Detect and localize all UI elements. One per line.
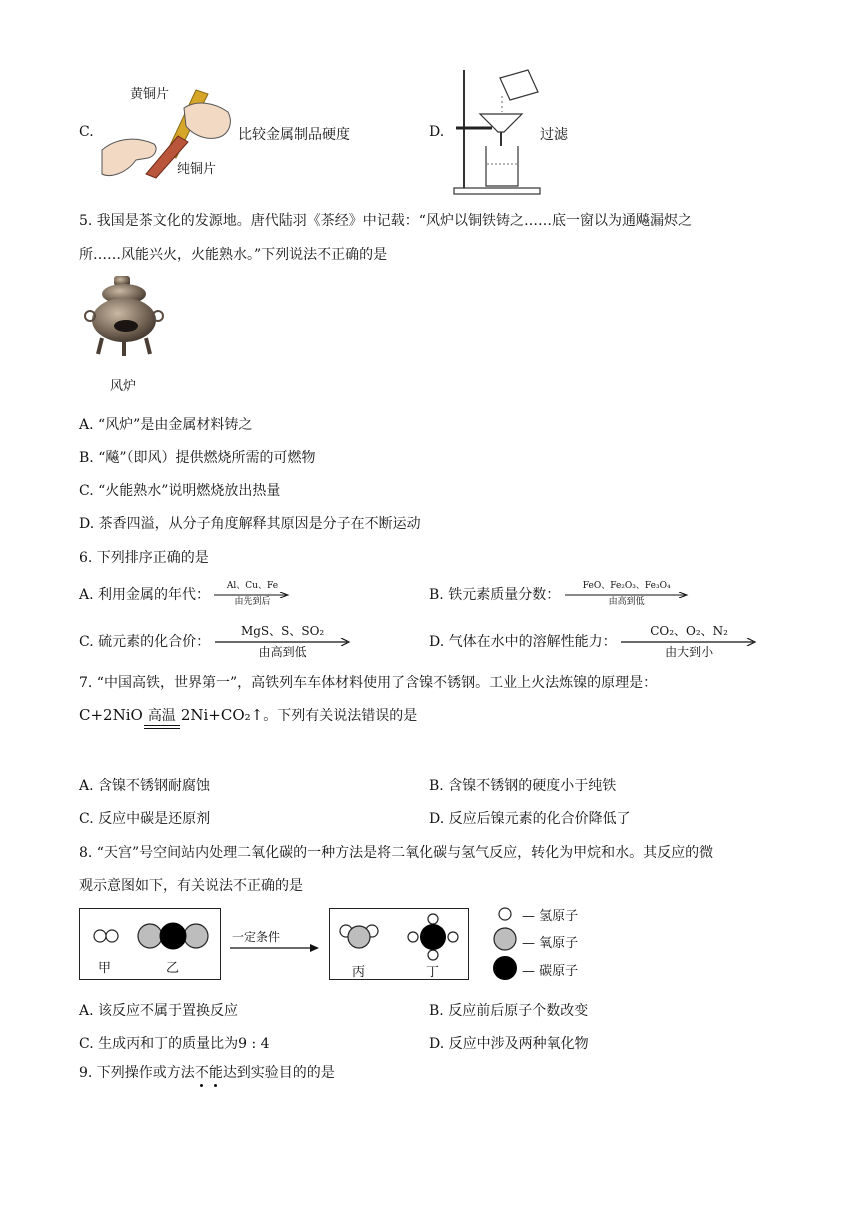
q5-option-c: C. “火能熟水”说明燃烧放出热量 <box>79 483 281 499</box>
q6-option-a <box>79 582 290 608</box>
brass-label: 黄铜片 <box>130 87 170 102</box>
q5-option-d: D. 茶香四溢，从分子角度解释其原因是分子在不断运动 <box>79 516 421 532</box>
q6-a-bot: 由先到后 <box>234 596 271 607</box>
q7-equation-line <box>79 705 417 730</box>
q9-emphasis-2: 能 <box>208 1065 223 1081</box>
q6-stem: 6. 下列排序正确的是 <box>79 550 209 566</box>
q7-option-c: C. 反应中碳是还原剂 <box>79 811 211 827</box>
q7-eq-cond: 高温 <box>147 708 176 724</box>
q6-c-label: C. 硫元素的化合价： <box>79 634 211 651</box>
q8-option-a: A. 该反应不属于置换反应 <box>79 1003 239 1019</box>
q6-a-arrow <box>214 582 290 608</box>
q7-eq-left: C+2NiO <box>79 706 143 724</box>
q8-stem-line1: 8. “天宫”号空间站内处理二氧化碳的一种方法是将二氧化碳与氢气反应，转化为甲烷和水。其反应的微 <box>79 845 714 861</box>
q4-d-label: D. <box>429 124 445 140</box>
q6-b-bot: 由高到低 <box>608 596 645 607</box>
q8-option-b: B. 反应前后原子个数改变 <box>429 1003 589 1019</box>
reaction-arrow-icon <box>230 944 320 952</box>
q6-a-top: Al、Cu、Fe <box>226 581 279 591</box>
q7-eq-condition <box>143 709 181 730</box>
q4-c-label: C. <box>79 124 94 140</box>
q5-stem-line2: 所……风能兴火，火能熟水。”下列说法不正确的是 <box>79 247 388 263</box>
wind-furnace-photo <box>82 270 168 362</box>
q6-c-top: MgS、S、SO₂ <box>240 624 325 638</box>
q6-option-d <box>429 625 757 659</box>
q6-d-label: D. 气体在水中的溶解性能力： <box>429 634 617 651</box>
q6-c-bot: 由高到低 <box>258 645 307 660</box>
q7-option-b: B. 含镍不锈钢的硬度小于纯铁 <box>429 778 617 794</box>
q9-emphasis-1: 不 <box>194 1065 209 1081</box>
q6-d-bot: 由大到小 <box>665 645 714 660</box>
q6-b-arrow <box>565 582 689 608</box>
q5-option-b: B. “飚”（即风）提供燃烧所需的可燃物 <box>79 450 316 466</box>
q7-stem-tail: 。下列有关说法错误的是 <box>263 708 418 724</box>
product-molecules <box>330 909 468 979</box>
q6-a-label: A. 利用金属的年代： <box>79 586 211 603</box>
q7-stem-line1: 7. “中国高铁，世界第一”，高铁列车车体材料使用了含镍不锈钢。工业上火法炼镍的原理是： <box>79 675 658 691</box>
q6-b-top: FeO、Fe₂O₃、Fe₃O₄ <box>582 581 671 591</box>
furnace-caption: 风炉 <box>110 379 137 394</box>
q7-option-d: D. 反应后镍元素的化合价降低了 <box>429 811 631 827</box>
q5-stem-line1: 5. 我国是茶文化的发源地。唐代陆羽《茶经》中记载：“风炉以铜铁铸之……底一窗以为通飚漏烬之 <box>79 213 692 229</box>
q9-stem-pre: 9. 下列操作或方法 <box>79 1065 195 1081</box>
q9-stem-post: 达到实验目的的是 <box>222 1065 335 1081</box>
q6-option-c <box>79 625 351 659</box>
q6-d-arrow <box>621 625 757 659</box>
reactants-panel <box>79 908 221 980</box>
q5-option-a: A. “风炉”是由金属材料铸之 <box>79 417 253 433</box>
q7-eq-right: 2Ni+CO₂↑ <box>180 706 264 724</box>
label-yi: 乙 <box>166 961 180 976</box>
label-ding: 丁 <box>426 965 440 980</box>
q6-d-top: CO₂、O₂、N₂ <box>650 624 728 638</box>
copper-label: 纯铜片 <box>177 162 217 177</box>
q8-option-d: D. 反应中涉及两种氧化物 <box>429 1036 589 1052</box>
q9-stem <box>79 1062 335 1082</box>
q4-d-text: 过滤 <box>540 127 568 143</box>
label-jia: 甲 <box>98 961 112 976</box>
q7-option-a: A. 含镍不锈钢耐腐蚀 <box>79 778 211 794</box>
q6-c-arrow <box>215 625 351 659</box>
reaction-condition: 一定条件 <box>232 930 281 944</box>
label-bing: 丙 <box>352 965 366 980</box>
atom-legend-symbols <box>490 904 524 984</box>
equals-sign-icon <box>143 724 181 730</box>
filtration-apparatus-illustration <box>452 66 542 198</box>
q8-option-c: C. 生成丙和丁的质量比为9 : 4 <box>79 1036 270 1052</box>
legend-carbon: — 碳原子 <box>522 964 579 979</box>
q6-option-b <box>429 582 689 608</box>
q6-b-label: B. 铁元素质量分数： <box>429 586 561 603</box>
legend-oxygen: — 氧原子 <box>522 936 579 951</box>
q8-stem-line2: 观示意图如下，有关说法不正确的是 <box>79 878 303 894</box>
legend-hydrogen: — 氢原子 <box>522 909 579 924</box>
q4-c-text: 比较金属制品硬度 <box>238 127 350 143</box>
products-panel <box>329 908 469 980</box>
